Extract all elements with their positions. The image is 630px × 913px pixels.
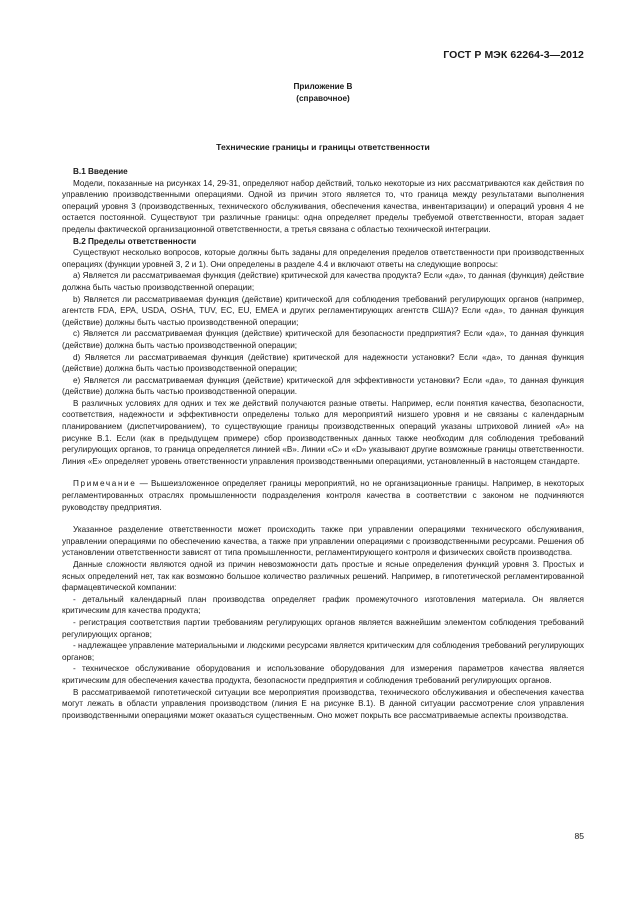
note [62,478,584,513]
appendix-subtitle: (справочное) [296,93,350,103]
appendix-title: Приложение В [293,82,353,91]
section-b1-heading: В.1 Введение [73,167,128,176]
list-item: - регистрация соответствия партии требованиям регулирующих органов является важнейшим элементом соблюдения требований регулирующих органов; [62,617,584,639]
list-item: - надлежащее управление материальными и людскими ресурсами является критическим для соблюдения требований регулирующих органов; [62,641,584,662]
paragraph: Модели, показанные на рисунках 14, 29-31, определяют набор действий, только некоторые из них рассматриваются как действия по управлению производственными операциями. Одной из причин этого является то, что граница между результатами выполнения операций уровня 3 (производственных, технического обслуживания, обеспечения качества, инвентаризации) и операций уровня 4 не остается постоянной. Существуют три различные границы: одна определяет пределы требуемой ответственности, вторая задает пределы фактической организационной ответственности, а третья связана с областью технической интеграции. [62,178,584,234]
appendix-heading [62,81,584,104]
section-b2-heading: В.2 Пределы ответственности [73,236,197,246]
list-item: d) Является ли рассматриваемая функция (действие) критической для надежности установки? Если «да», то данная функция (действие) должна быть частью производственной операции; [62,352,584,374]
list-item: - техническое обслуживание оборудования и использование оборудования для измерения параметров качества является критическим для обеспечения качества продукта, безопасности предприятия и соблюдения требований регулирующих органов. [62,664,584,685]
note-label: Примечание [73,479,137,489]
document-body [62,166,584,721]
list-item: e) Является ли рассматриваемая функция (действие) критической для эффективности установки? Если «да», то данная функция (действие) должна быть частью производственной операции. [62,375,584,397]
list-item: b) Является ли рассматриваемая функция (действие) критической для соблюдения требований регулирующих органов (например, агентств FDA, EPA, USDA, OSHA, TUV, EC, EU, EMEA и других регламентирующих агентств США)? Если «да», то данная функция (действие) должны быть частью производственной операции; [62,294,584,327]
document-title: Технические границы и границы ответственности [216,142,430,152]
note-text: — Вышеизложенное определяет границы мероприятий, но не организационные границы. Например, в некоторых регламентированных отраслях промышленности подразделения контроля качества в соответствии с законом не подчиняются руководству предприятия. [62,479,584,512]
paragraph: Существуют несколько вопросов, которые должны быть заданы для определения пределов ответственности при производственных операциях (функции уровней 3, 2 и 1). Они определены в разделе 4.4 и включают ответы на следующие вопросы: [62,248,584,269]
list-item: c) Является ли рассматриваемая функция (действие) критической для безопасности предприятия? Если «да», то данная функция (действие) должна быть частью производственной операции; [62,329,584,350]
list-item: a) Является ли рассматриваемая функция (действие) критической для качества продукта? Если «да», то данная (функция) действие должна быть частью производственной операции; [62,271,584,292]
list-item: - детальный календарный план производства определяет график промежуточного изготовления материала. Он является критическим для качества продукта; [62,594,584,616]
paragraph: Данные сложности являются одной из причин невозможности дать простые и ясные определения функций уровня 3. Простых и ясных определений нет, так как возможно большое количество различных решений. Например, в гипотетической регламентированной фармацевтической компании: [62,560,584,593]
page-number: 85 [574,831,584,841]
paragraph: В различных условиях для одних и тех же действий получаются разные ответы. Например, если понятия качества, безопасности, соответствия, надежности и эффективности определены только для мероприятий низшего уровня и не связаны с календарным планированием (диспетчированием), то существующие границы производственных операций указаны штриховой линией «А» на рисунке В.1. Если (как в предыдущем примере) сбор производственных данных также необходим для соблюдения требований регулирующих органов, то граница определяется линией «В». Линии «С» и «D» указывают другие возможные границы ответственности. Линия «Е» определяет уровень ответственности управления производственными операциями, установленный в настоящем стандарте. [62,398,584,466]
paragraph: Указанное разделение ответственности может происходить также при управлении операциями технического обслуживания, управлении операциями по обеспечению качества, а также при управлении операциями с производственными ресурсами. Решения об установлении ответственности зависят от типа промышленности, регламентирующего контроля и физических свойств производства. [62,525,584,558]
standard-header: ГОСТ Р МЭК 62264-3—2012 [443,49,584,61]
paragraph: В рассматриваемой гипотетической ситуации все мероприятия производства, технического обслуживания и обеспечения качества могут лежать в области управления производством (линия Е на рисунке В.1). В данной ситуации рассмотрение слоя управления производственными операциями может оказаться существенным. Оно может покрыть все рассматриваемые аспекты производства. [62,687,584,720]
